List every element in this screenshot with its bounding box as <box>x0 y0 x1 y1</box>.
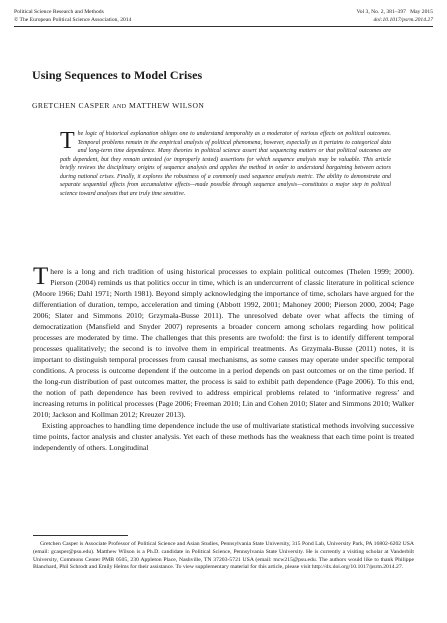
issue-date: May 2015 <box>410 9 433 15</box>
abstract <box>60 130 391 198</box>
author-footnote <box>33 541 414 572</box>
article-body <box>33 263 414 453</box>
body-paragraph: Existing approaches to handling time dependence include the use of multivariate statistical methods involving successive time points, factor analysis and cluster analysis. Yet each of these methods has the weakness that each time point is treated independently of others. Longitudinal <box>33 421 414 453</box>
abstract-text: he logic of historical explanation obliges one to understand temporality as a moderator of various effects on political outcomes. Temporal problems remain in the empirical analysis of political phenomena, however, especially as it pertains to categorical data and long-term time dependence. Many theories in political science assert that sequencing matters or that political outcomes are path dependent, but they remain untested (or improperly tested) assertions for which sequence analysis may be valuable. This article briefly reviews the disciplinary origins of sequence analysis and applies the method in order to understand bargaining between actors during national crises. Finally, it explores the robustness of a commonly used sequence analysis metric. The ability to demonstrate and separate sequential effects from accumulative effects—made possible through sequence analysis—constitutes a major step in political science toward analyses that are truly time sensitive. <box>60 131 391 197</box>
drop-cap: T <box>33 263 49 290</box>
volume-info: Vol 3, No. 2, 381–397 <box>356 9 406 15</box>
author-line <box>32 101 204 110</box>
author-name: MATTHEW WILSON <box>128 101 205 110</box>
header-divider <box>14 26 433 27</box>
drop-cap: T <box>60 128 75 154</box>
footnote-text: Gretchen Casper is Associate Professor of Political Science and Asian Studies, Pennsylvania State University, 315 Pond Lab, University Park, PA 16802-6202 USA (email: gcasper@psu.edu). Matthew Wilson is a Ph.D. candidate in Political Science, Pennsylvania State University. He is currently a visiting scholar at Vanderbilt University, Commons Center PMB 0505, 230 Appleton Place, Nashville, TN 37203-5721 USA (email: mcw215@psu.edu. The authors would like to thank Philippe Blanchard, Phil Schrodt and Emily Helms for their assistance. To view supplementary material for this article, please visit http://dx.doi.org/10.1017/psrm.2014.27. <box>33 541 414 571</box>
copyright-notice: © The European Political Science Association, 2014 <box>14 17 132 23</box>
footnote-divider <box>33 535 128 536</box>
issue-info <box>356 9 433 16</box>
author-conjunction: AND <box>112 104 127 110</box>
running-header <box>14 9 433 16</box>
copyright-line <box>14 17 433 24</box>
body-paragraph <box>33 263 414 420</box>
article-title: Using Sequences to Model Crises <box>32 68 203 82</box>
doi-link[interactable]: doi:10.1017/psrm.2014.27 <box>373 17 433 23</box>
paragraph-text: here is a long and rich tradition of using historical processes to explain political outcomes (Thelen 1999; 2000). Pierson (2004) reminds us that politics occur in time, which is an undercurrent of classic literature in political science (Moore 1966; Dahl 1971; North 1981). Beyond simply acknowledging the importance of time, scholars have argued for the differentiation of duration, tempo, acceleration and timing (Abbott 1992, 2001; Mahoney 2000; Pierson 2000, 2004; Page 2006; Slater and Simmons 2010; Grzymała-Busse 2011). The unresolved debate over what affects the timing of democratization (Mansfield and Snyder 2007) represents a broader concern among scholars regarding how political processes are moderated by time. The challenges that this presents are twofold: the first is to identify different temporal processes qualitatively; the second is to involve them in empirical treatments. As Grzymała-Busse (2011) notes, it is important to distinguish temporal processes from causal mechanisms, as some causes may operate under specific temporal conditions. A process is outcome dependent if the outcome in a period depends on past outcomes or on the time period. If the long-run distribution of past outcomes matter, the process is said to exhibit path dependence (Page 2006). To this end, the notion of path dependence has been revived to address empirical problems related to ‘informative regress’ and increasing returns in political processes (Page 2006; Freeman 2010; Lin and Cohen 2010; Slater and Simmons 2010; Walker 2010; Jackson and Kollman 2012; Kreuzer 2013). <box>33 267 414 420</box>
author-name: GRETCHEN CASPER <box>32 101 110 110</box>
journal-name: Political Science Research and Methods <box>14 9 104 15</box>
